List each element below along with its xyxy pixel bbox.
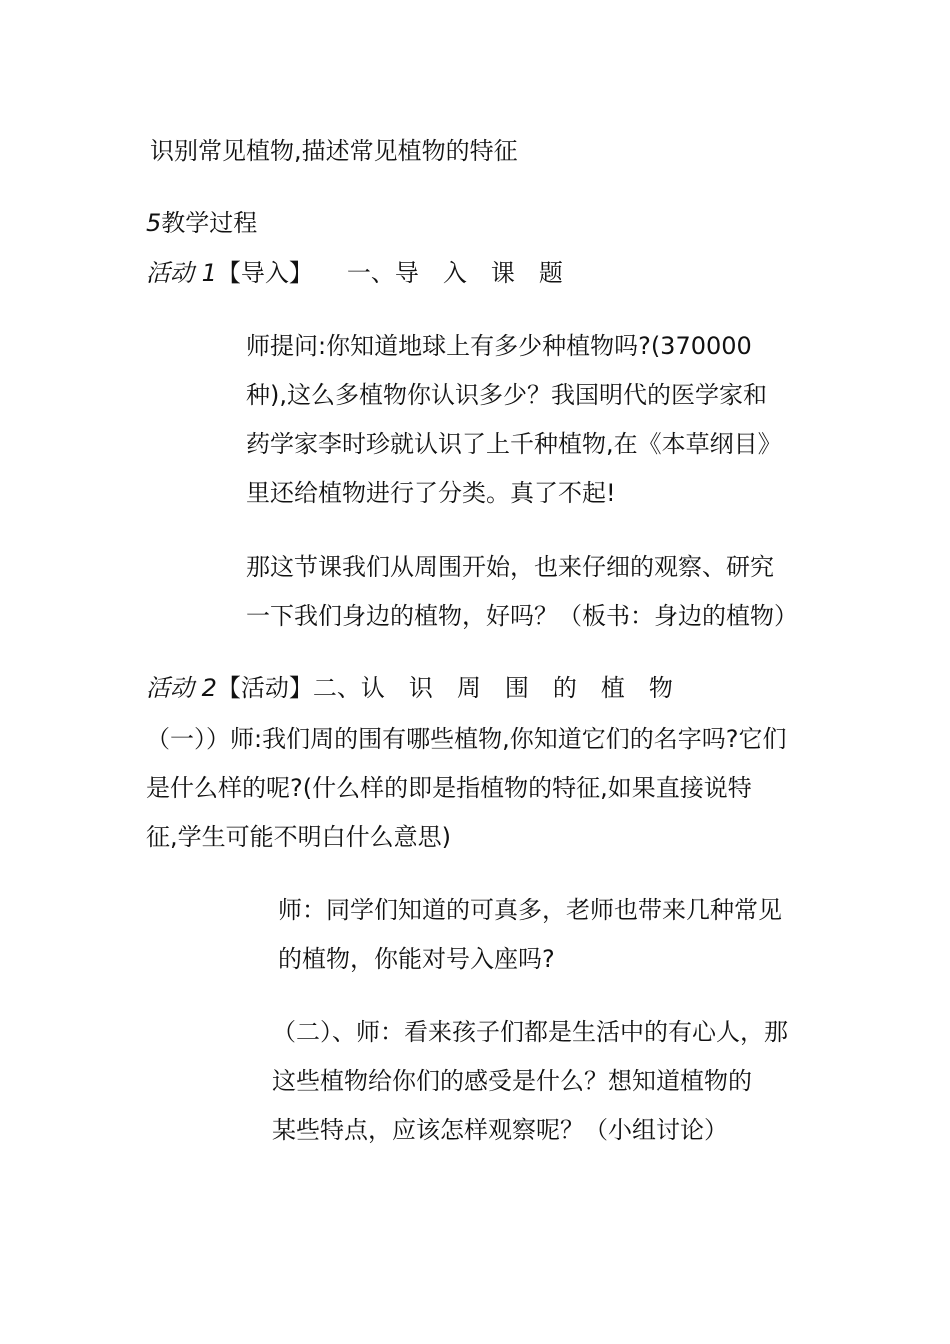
paragraph-line: （二）、师：看来孩子们都是生活中的有心人，那: [272, 1018, 788, 1046]
activity-1-heading: [146, 259, 563, 287]
activity-1-label: 活动 1: [146, 259, 217, 287]
paragraph-line: 一下我们身边的植物，好吗？（板书：身边的植物）: [246, 602, 798, 630]
paragraph-line: 是什么样的呢?(什么样的即是指植物的特征,如果直接说特: [146, 774, 752, 802]
section-number: 5: [146, 209, 162, 237]
paragraph-line: 某些特点，应该怎样观察呢？（小组讨论）: [272, 1116, 728, 1144]
activity-2-heading: [146, 674, 673, 702]
objective-text: 识别常见植物,描述常见植物的特征: [150, 137, 518, 165]
paragraph-1: [246, 332, 782, 528]
section-title: 教学过程: [161, 209, 258, 237]
activity-2-label: 活动 2: [146, 674, 217, 702]
activity-1-tag: 【导入】: [216, 259, 313, 287]
paragraph-line: 种),这么多植物你认识多少？我国明代的医学家和: [246, 381, 767, 409]
paragraph-3: [146, 725, 786, 872]
paragraph-2: [246, 553, 798, 651]
paragraph-line: 这些植物给你们的感受是什么？想知道植物的: [272, 1067, 752, 1095]
paragraph-line: 药学家李时珍就认识了上千种植物,在《本草纲目》: [246, 430, 782, 458]
section-heading: [146, 209, 257, 237]
paragraph-line: 的植物，你能对号入座吗?: [278, 945, 555, 973]
paragraph-5: [272, 1018, 788, 1165]
paragraph-line: 里还给植物进行了分类。真了不起!: [246, 479, 616, 507]
paragraph-line: （一））师:我们周的围有哪些植物,你知道它们的名字吗?它们: [146, 725, 787, 753]
paragraph-line: 那这节课我们从周围开始，也来仔细的观察、研究: [246, 553, 774, 581]
paragraph-line: 师：同学们知道的可真多，老师也带来几种常见: [278, 896, 782, 924]
paragraph-line: 师提问:你知道地球上有多少种植物吗?(370000: [246, 332, 752, 360]
activity-1-title: 一、导 入 课 题: [346, 259, 563, 287]
paragraph-line: 征,学生可能不明白什么意思): [146, 823, 451, 851]
activity-2-title: 二、认 识 周 围 的 植 物: [312, 674, 673, 702]
paragraph-4: [278, 896, 782, 994]
activity-2-tag: 【活动】: [216, 674, 313, 702]
